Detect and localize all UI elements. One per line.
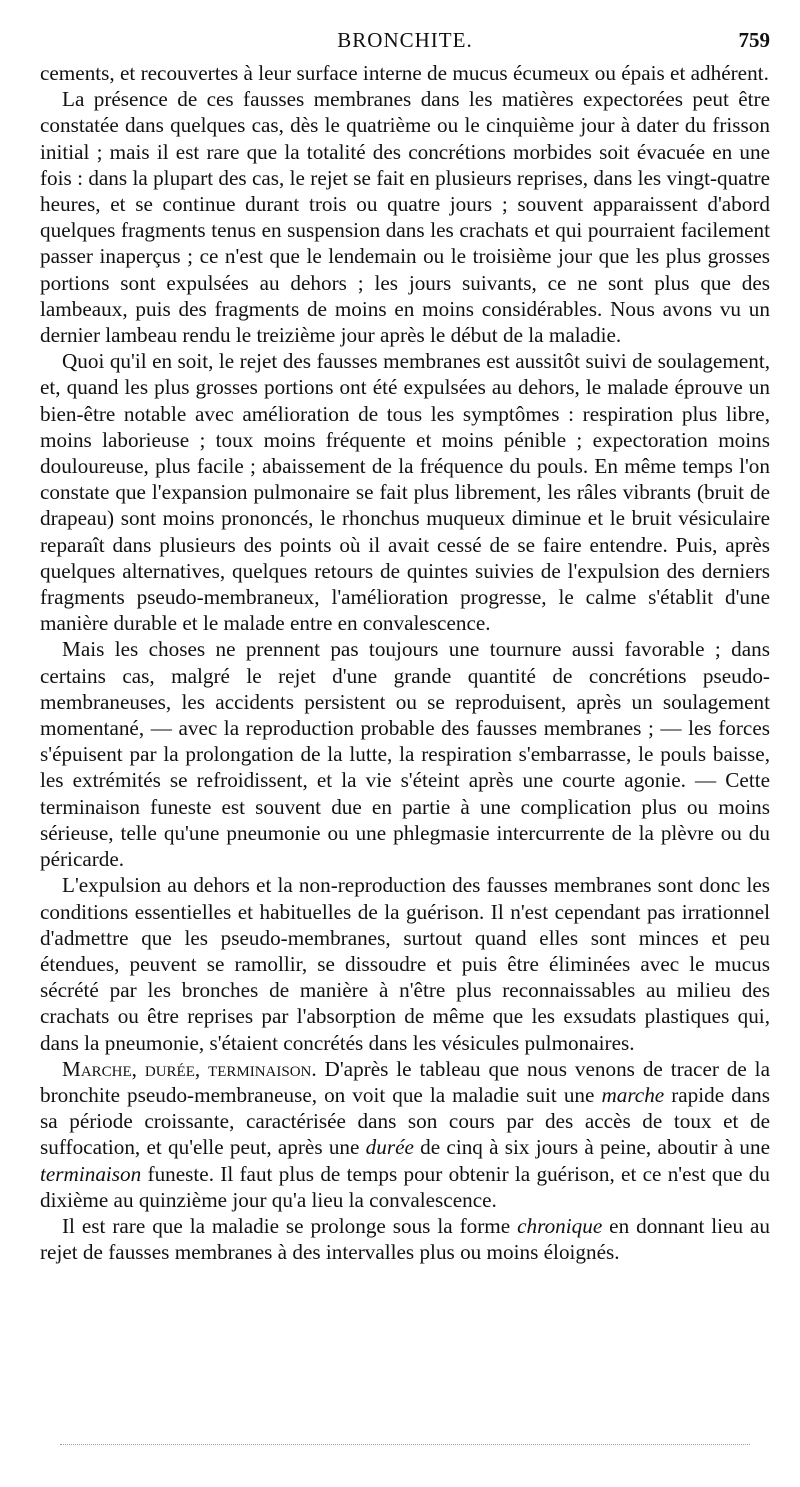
text-segment: Il est rare que la maladie se prolonge sous la forme — [62, 1213, 518, 1238]
running-head — [40, 24, 770, 60]
emphasis-terminaison: terminaison — [40, 1161, 142, 1186]
text-segment: D'après le tableau que nous venons de tracer de la bronchite pseudo-membraneuse, on voit que la maladie suit une — [40, 1056, 770, 1107]
footer-dotted-rule — [60, 1444, 750, 1445]
paragraph-forme-chronique — [40, 1213, 770, 1265]
paragraph-guerison: L'expulsion au dehors et la non-reproduction des fausses membranes sont donc les conditions essentielles et habituelles de la guérison. Il n'est cependant pas irrationnel d'admettre que les pseudo-membranes, surtout quand elles sont minces et peu étendues, peuvent se ramollir, se dissoudre et puis être éliminées avec le mucus sécrété par les bronches de manière à n'être plus reconnaissables au milieu des crachats ou être reprises par l'absorption de même que les exsudats plastiques qui, dans la pneumonie, s'étaient concrétés dans les vésicules pulmonaires. — [40, 873, 770, 1055]
section-heading: Marche, durée, terminaison. — [62, 1056, 317, 1081]
text-segment: en donnant lieu au rejet de fausses membranes à des intervalles plus ou moins éloignés. — [40, 1213, 770, 1265]
paragraph-fausses-membranes: La présence de ces fausses membranes dans les matières expectorées peut être constatée dans quelques cas, dès le quatrième ou le cinquième jour à dater du frisson initial ; mais il est rare que la totalité des concrétions morbides soit évacuée en une fois : dans la plupart des cas, le rejet se fait en plusieurs reprises, dans les vingt-quatre heures, et se continue durant trois ou quatre jours ; souvent apparaissent d'abord quelques fragments tenus en suspension dans les crachats et qui pourraient facilement passer inaperçus ; ce n'est que le lendemain ou le troisième jour que les plus grosses portions sont expulsées au dehors ; les jours suivants, ce ne sont plus que des lambeaux, puis des fragments de moins en moins considérables. Nous avons vu un dernier lambeau rendu le treizième jour après le début de la maladie. — [40, 87, 770, 348]
emphasis-chronique: chronique — [517, 1213, 603, 1238]
text-segment: rapide dans sa période croissante, caractérisée dans son cours par des accès de toux et de suffocation, et qu'elle peut, après une — [40, 1082, 770, 1160]
emphasis-duree: durée — [365, 1135, 414, 1160]
running-title: BRONCHITE. — [337, 28, 473, 52]
page-number: 759 — [738, 28, 770, 52]
book-page — [40, 24, 770, 1265]
text-segment: funeste. Il faut plus de temps pour obtenir la guérison, et ce n'est que du dixième au quinzième jour qu'a lieu la convalescence. — [40, 1161, 770, 1212]
paragraph-continuation: cements, et recouvertes à leur surface interne de mucus écumeux ou épais et adhérent. — [40, 61, 769, 85]
paragraph-marche-duree — [40, 1056, 770, 1213]
paragraph-terminaison-funeste: Mais les choses ne prennent pas toujours une tournure aussi favorable ; dans certains cas, malgré le rejet d'une grande quantité de concrétions pseudo-membraneuses, les accidents persistent ou se reproduisent, après un soulagement momentané, — avec la reproduction probable des fausses membranes ; — les forces s'épuisent par la prolongation de la lutte, la respiration s'embarrasse, le pouls baisse, les extrémités se refroidissent, et la vie s'éteint après une courte agonie. — Cette terminaison funeste est souvent due en partie à une complication plus ou moins sérieuse, telle qu'une pneumonie ou une phlegmasie intercurrente de la plèvre ou du péricarde. — [40, 637, 770, 872]
body-text — [40, 60, 770, 1265]
paragraph-soulagement: Quoi qu'il en soit, le rejet des fausses membranes est aussitôt suivi de soulagement, et, quand les plus grosses portions ont été expulsées au dehors, le malade éprouve un bien-être notable avec amélioration de tous les symptômes : respiration plus libre, moins laborieuse ; toux moins fréquente et moins pénible ; expectoration moins douloureuse, plus facile ; abaissement de la fréquence du pouls. En même temps l'on constate que l'expansion pulmonaire se fait plus librement, les râles vibrants (bruit de drapeau) sont moins prononcés, le rhonchus muqueux diminue et le bruit vésiculaire reparaît dans plusieurs des points où il avait cessé de se faire entendre. Puis, après quelques alternatives, quelques retours de quintes suivies de l'expulsion des derniers fragments pseudo-membraneux, l'amélioration progresse, le calme s'établit d'une manière durable et le malade entre en convalescence. — [40, 349, 770, 636]
emphasis-marche: marche — [601, 1082, 665, 1107]
text-segment: de cinq à six jours à peine, aboutir à une — [413, 1135, 770, 1160]
